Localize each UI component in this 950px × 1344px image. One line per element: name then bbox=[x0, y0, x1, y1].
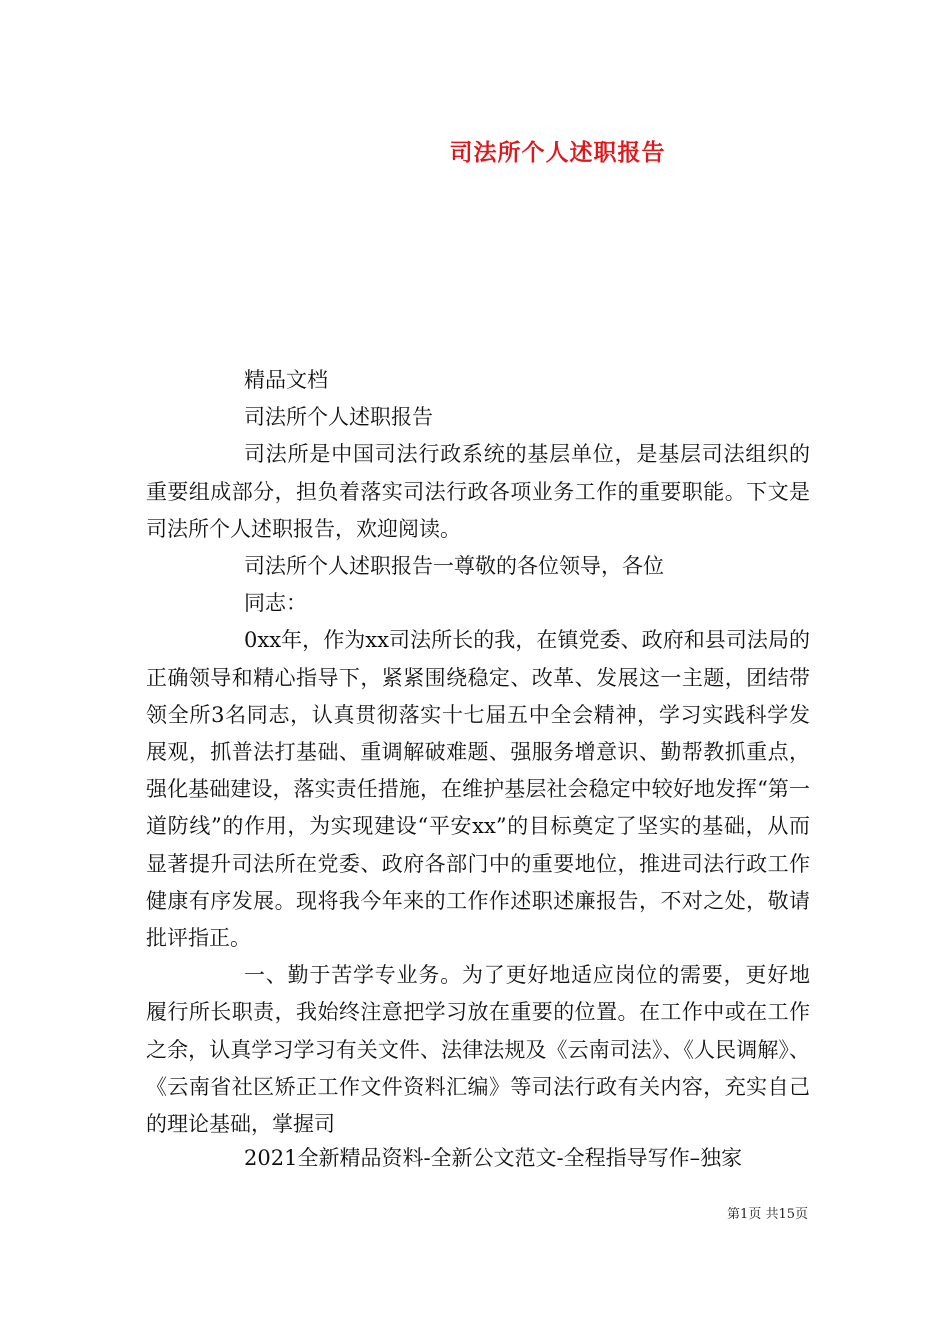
page-number: 第1页 共15页 bbox=[727, 1207, 808, 1222]
paragraph-summary: 0xx年，作为xx司法所长的我，在镇党委、政府和县司法局的正确领导和精心指导下，紧紧围绕稳定、改革、发展这一主题，团结带领全所3名同志，认真贯彻落实十七届五中全会精神，学习实践科学发展观，抓普法打基础、重调解破难题、强服务增意识、勤帮教抓重点，强化基础建设，落实责任措施，在维护基层社会稳定中较好地发挥“第一道防线”的作用，为实现建设“平安xx”的目标奠定了坚实的基础，从而显著提升司法所在党委、政府各部门中的重要地位，推进司法行政工作健康有序发展。现将我今年来的工作作述职述廉报告，不对之处，敬请批评指正。 bbox=[146, 628, 810, 951]
paragraph-intro: 司法所是中国司法行政系统的基层单位，是基层司法组织的重要组成部分，担负着落实司法行政各项业务工作的重要职能。下文是司法所个人述职报告，欢迎阅读。 bbox=[146, 442, 810, 541]
footer-note: 2021全新精品资料-全新公文范文-全程指导写作–独家 bbox=[244, 1146, 743, 1170]
paragraph-salutation: 同志： bbox=[244, 591, 307, 616]
paragraph-header-label: 精品文档 bbox=[244, 368, 328, 392]
paragraph-greeting: 司法所个人述职报告一尊敬的各位领导，各位 bbox=[244, 554, 664, 579]
document-body bbox=[146, 362, 810, 1143]
paragraph-section-one: 一、勤于苦学专业务。为了更好地适应岗位的需要，更好地履行所长职责，我始终注意把学习放在重要的位置。在工作中或在工作之余，认真学习学习有关文件、法律法规及《云南司法》、《人民调解》、《云南省社区矫正工作文件资料汇编》等司法行政有关内容，充实自己的理论基础，掌握司 bbox=[146, 963, 810, 1137]
document-title: 司法所个人述职报告 bbox=[449, 140, 666, 166]
paragraph-subtitle: 司法所个人述职报告 bbox=[244, 405, 433, 430]
